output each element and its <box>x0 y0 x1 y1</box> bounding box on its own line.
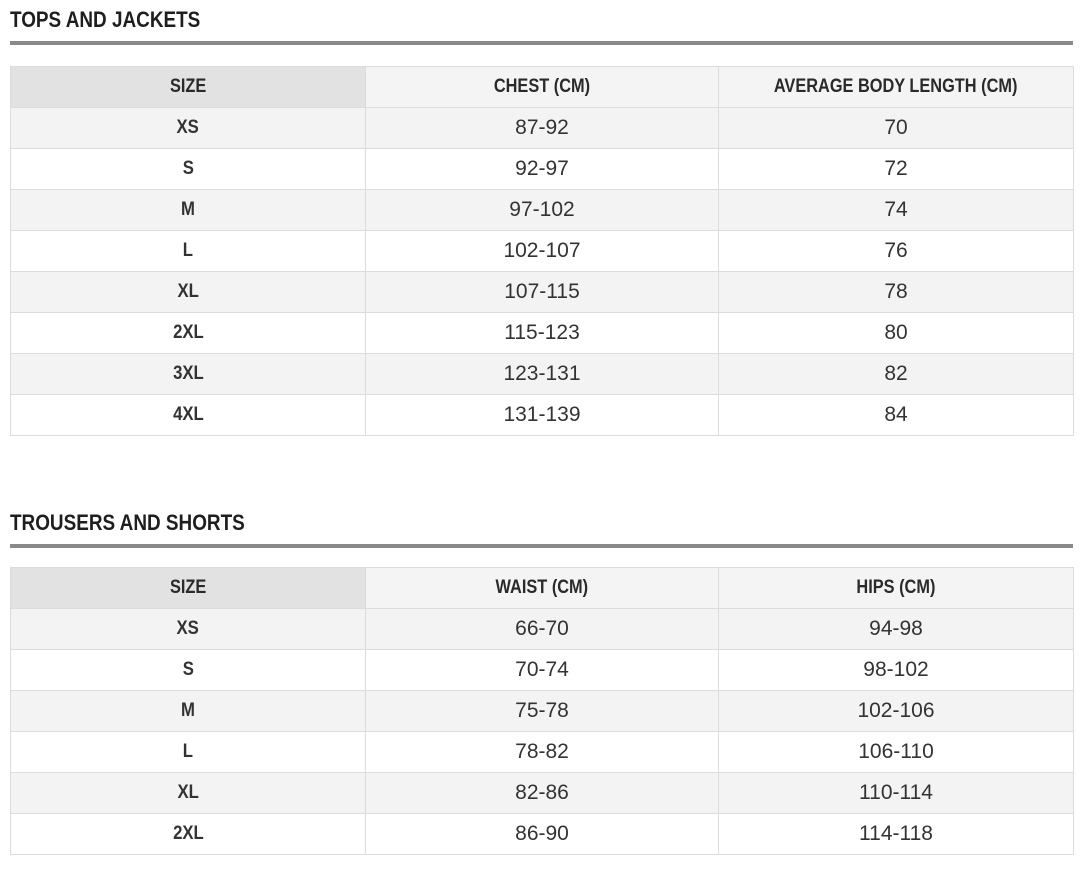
tops-divider <box>10 41 1073 45</box>
trousers-table-body <box>11 609 1074 855</box>
size-cell: 4XL <box>11 395 366 436</box>
size-cell: XS <box>11 108 366 149</box>
table-row <box>11 149 1074 190</box>
value-cell: 115-123 <box>366 313 719 354</box>
table-header-row <box>11 67 1074 108</box>
size-cell: XL <box>11 773 366 814</box>
size-cell: S <box>11 149 366 190</box>
value-cell: 102-107 <box>366 231 719 272</box>
value-cell: 82 <box>719 354 1074 395</box>
value-cell: 70 <box>719 108 1074 149</box>
value-cell: 74 <box>719 190 1074 231</box>
value-cell: 75-78 <box>366 691 719 732</box>
table-row <box>11 650 1074 691</box>
size-cell: L <box>11 732 366 773</box>
value-cell: 86-90 <box>366 814 719 855</box>
table-row <box>11 691 1074 732</box>
header-hips: HIPS (CM) <box>719 568 1074 609</box>
tops-size-table <box>10 66 1074 436</box>
size-cell: S <box>11 650 366 691</box>
table-row <box>11 395 1074 436</box>
value-cell: 97-102 <box>366 190 719 231</box>
tops-table-body <box>11 108 1074 436</box>
value-cell: 87-92 <box>366 108 719 149</box>
value-cell: 76 <box>719 231 1074 272</box>
value-cell: 92-97 <box>366 149 719 190</box>
value-cell: 106-110 <box>719 732 1074 773</box>
table-row <box>11 108 1074 149</box>
value-cell: 72 <box>719 149 1074 190</box>
size-cell: 3XL <box>11 354 366 395</box>
table-row <box>11 354 1074 395</box>
table-row <box>11 313 1074 354</box>
tops-title: TOPS AND JACKETS <box>10 7 201 32</box>
size-cell: 2XL <box>11 313 366 354</box>
value-cell: 84 <box>719 395 1074 436</box>
value-cell: 66-70 <box>366 609 719 650</box>
table-header-row <box>11 568 1074 609</box>
table-row <box>11 272 1074 313</box>
table-row <box>11 231 1074 272</box>
tops-section <box>10 6 1073 426</box>
table-row <box>11 732 1074 773</box>
value-cell: 102-106 <box>719 691 1074 732</box>
value-cell: 80 <box>719 313 1074 354</box>
trousers-section <box>10 509 1073 845</box>
trousers-size-table <box>10 567 1074 855</box>
header-size: SIZE <box>11 568 366 609</box>
value-cell: 107-115 <box>366 272 719 313</box>
value-cell: 110-114 <box>719 773 1074 814</box>
size-cell: XS <box>11 609 366 650</box>
value-cell: 114-118 <box>719 814 1074 855</box>
value-cell: 78-82 <box>366 732 719 773</box>
header-size: SIZE <box>11 67 366 108</box>
header-waist: WAIST (CM) <box>366 568 719 609</box>
trousers-divider <box>10 544 1073 548</box>
value-cell: 94-98 <box>719 609 1074 650</box>
header-body-length: AVERAGE BODY LENGTH (CM) <box>719 67 1074 108</box>
table-row <box>11 609 1074 650</box>
table-row <box>11 814 1074 855</box>
size-cell: M <box>11 190 366 231</box>
value-cell: 123-131 <box>366 354 719 395</box>
value-cell: 98-102 <box>719 650 1074 691</box>
table-row <box>11 190 1074 231</box>
header-chest: CHEST (CM) <box>366 67 719 108</box>
value-cell: 70-74 <box>366 650 719 691</box>
value-cell: 131-139 <box>366 395 719 436</box>
size-cell: 2XL <box>11 814 366 855</box>
size-cell: M <box>11 691 366 732</box>
size-cell: XL <box>11 272 366 313</box>
value-cell: 78 <box>719 272 1074 313</box>
size-cell: L <box>11 231 366 272</box>
trousers-title: TROUSERS AND SHORTS <box>10 510 245 535</box>
table-row <box>11 773 1074 814</box>
value-cell: 82-86 <box>366 773 719 814</box>
